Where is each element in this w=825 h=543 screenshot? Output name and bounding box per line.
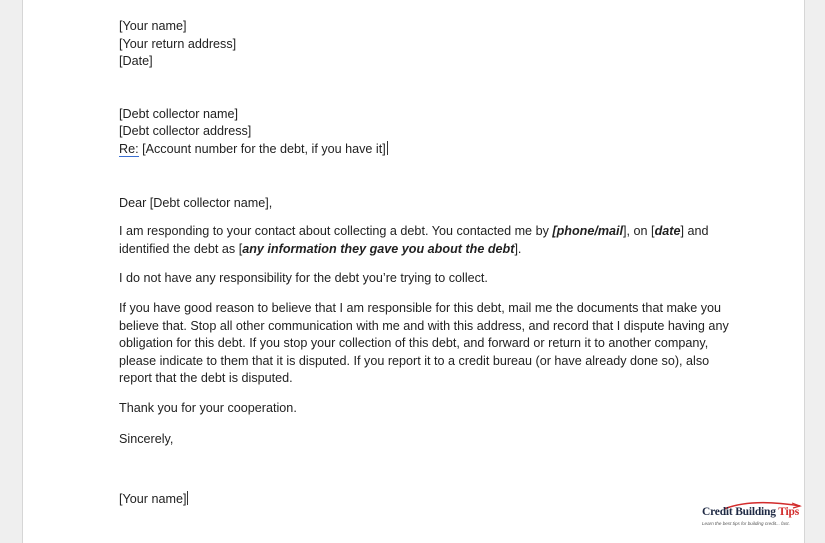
closing: Sincerely,: [119, 431, 174, 446]
paragraph-thanks: Thank you for your cooperation.: [119, 400, 297, 415]
sender-date: [Date]: [119, 54, 153, 69]
recipient-name: [Debt collector name]: [119, 106, 238, 121]
recipient-address: [Debt collector address]: [119, 124, 252, 139]
paragraph-no-responsibility: I do not have any responsibility for the debt you’re trying to collect.: [119, 271, 488, 286]
paragraph-contact-method: [phone/mail: [552, 224, 624, 239]
reference-line: [119, 141, 729, 159]
paragraph-contact-text-2: ], on [: [623, 224, 655, 239]
paragraph-contact-text-1: I am responding to your contact about collecting a debt. You contacted me by: [119, 224, 553, 239]
paragraph-dispute: If you have good reason to believe that I am responsible for this debt, mail me the documents that make you believe that. Stop all other communication with me and with this address, and record that I dispute having any obligation for this debt. If you stop your collection of this debt, and forward or return it to another company, please indicate to them that it is disputed. If you report it to a credit bureau (or have already done so), also report that the debt is disputed.: [119, 300, 729, 386]
paragraph-contact-text-3: ] and identified the debt as [: [119, 224, 709, 256]
paragraph-contact: [119, 223, 729, 258]
text-cursor: [387, 141, 388, 155]
signature-text: [Your name]: [119, 492, 187, 507]
paragraph-contact-text-4: ].: [514, 241, 522, 256]
paragraph-contact-debt-info: any information they gave you about the debt: [242, 241, 515, 256]
text-cursor: [187, 491, 188, 505]
credit-building-tips-logo: [702, 500, 812, 532]
logo-brand-main: Credit Building: [702, 506, 779, 518]
signature-name: [119, 491, 729, 509]
logo-brand: [702, 506, 799, 518]
document-page[interactable]: [22, 0, 805, 543]
logo-brand-accent: Tips: [778, 506, 799, 518]
letter-body[interactable]: [119, 18, 729, 509]
reference-value: [Account number for the debt, if you have it]: [138, 141, 386, 156]
reference-label: Re:: [119, 141, 139, 156]
logo-tagline: Learn the best tips for building credit... fast.: [702, 521, 790, 526]
sender-name: [Your name]: [119, 19, 187, 33]
paragraph-contact-date: date: [654, 224, 681, 239]
sender-address: [Your return address]: [119, 36, 237, 51]
spacer: [119, 159, 729, 195]
salutation: Dear [Debt collector name],: [119, 195, 273, 210]
spacer: [119, 71, 729, 106]
